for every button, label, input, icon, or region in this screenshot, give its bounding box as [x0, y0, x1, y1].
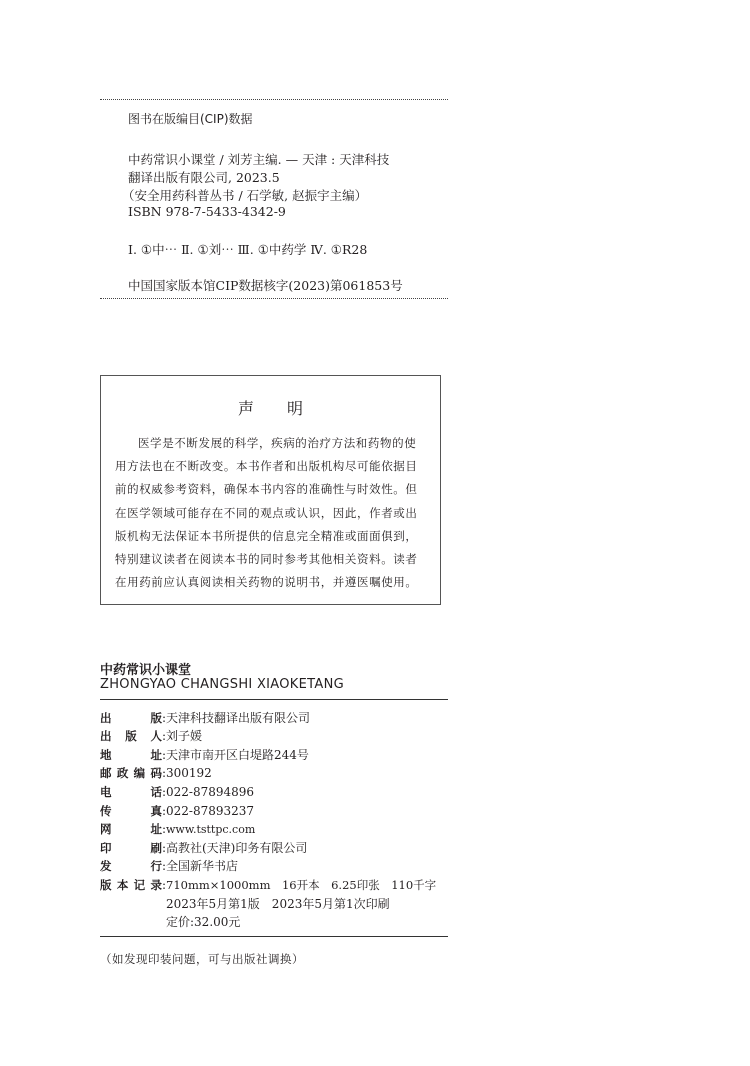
- imprint-row-address: 地址:天津市南开区白堤路244号: [100, 748, 309, 762]
- imprint-top-divider: [100, 699, 448, 700]
- imprint-row-phone: 电话:022-87894896: [100, 785, 255, 799]
- imprint-value: 022-87893237: [166, 804, 255, 818]
- imprint-value: 天津科技翻译出版有限公司: [166, 711, 311, 725]
- footnote: （如发现印装问题，可与出版社调换）: [100, 952, 304, 966]
- imprint-value: 全国新华书店: [166, 859, 239, 873]
- cip-bottom-divider: [100, 298, 448, 299]
- notice-box: [100, 375, 441, 605]
- imprint-value: 300192: [166, 766, 212, 780]
- imprint-label: 出版人: [100, 729, 162, 743]
- cip-check-number: 中国国家版本馆CIP数据核字(2023)第061853号: [128, 278, 403, 293]
- imprint-label: 版本记录: [100, 878, 162, 892]
- imprint-row-website: 网址:www.tsttpc.com: [100, 820, 255, 838]
- imprint-label: 印刷: [100, 841, 162, 855]
- cip-line-2: 翻译出版有限公司, 2023.5: [128, 170, 280, 185]
- cip-isbn: ISBN 978-7-5433-4342-9: [128, 204, 286, 219]
- cip-line-3: （安全用药科普丛书 / 石学敏, 赵振宇主编）: [122, 188, 368, 203]
- imprint-value: 022-87894896: [166, 785, 255, 799]
- imprint-row-printer: 印刷:高教社(天津)印务有限公司: [100, 841, 308, 855]
- imprint-row-fax: 传真:022-87893237: [100, 804, 255, 818]
- imprint-row-distributor: 发行:全国新华书店: [100, 859, 239, 873]
- imprint-value: 高教社(天津)印务有限公司: [166, 841, 308, 855]
- notice-body: 医学是不断发展的科学，疾病的治疗方法和药物的使用方法也在不断改变。本书作者和出版机构尽可能依据目前的权威参考资料，确保本书内容的准确性与时效性。但在医学领域可能存在不同的观点或认识，因此，作者或出版机构无法保证本书所提供的信息完全精准或面面俱到，特别建议读者在阅读本书的同时参考其他相关资料。读者在用药前应认真阅读相关药物的说明书，并遵医嘱使用。: [115, 436, 418, 590]
- imprint-row-publisher: 出版:天津科技翻译出版有限公司: [100, 711, 311, 725]
- cip-line-1: 中药常识小课堂 / 刘芳主编. — 天津 : 天津科技: [128, 152, 390, 167]
- imprint-price: 定价:32.00元: [166, 915, 241, 929]
- imprint-label: 网址: [100, 822, 162, 836]
- book-title: 中药常识小课堂: [100, 663, 192, 678]
- cip-classification: Ⅰ. ①中⋯ Ⅱ. ①刘⋯ Ⅲ. ①中药学 Ⅳ. ①R28: [128, 242, 368, 257]
- imprint-bottom-divider: [100, 936, 448, 937]
- imprint-value: 天津市南开区白堤路244号: [166, 748, 309, 762]
- imprint-value: 刘子媛: [166, 729, 203, 743]
- imprint-label: 电话: [100, 785, 162, 799]
- imprint-website-link[interactable]: www.tsttpc.com: [166, 823, 256, 836]
- imprint-label: 出版: [100, 711, 162, 725]
- imprint-row-postcode: 邮政编码:300192: [100, 766, 212, 780]
- imprint-value: 710mm×1000mm 16开本 6.25印张 110千字: [166, 878, 437, 892]
- book-pinyin: ZHONGYAO CHANGSHI XIAOKETANG: [100, 677, 344, 692]
- cip-heading: 图书在版编目(CIP)数据: [128, 112, 253, 126]
- imprint-edition: 2023年5月第1版 2023年5月第1次印刷: [166, 897, 390, 911]
- imprint-row-edition-record: 版本记录:710mm×1000mm 16开本 6.25印张 110千字: [100, 878, 437, 892]
- imprint-label: 地址: [100, 748, 162, 762]
- imprint-label: 邮政编码: [100, 766, 162, 780]
- imprint-label: 发行: [100, 859, 162, 873]
- imprint-label: 传真: [100, 804, 162, 818]
- notice-title: 声 明: [237, 399, 318, 418]
- imprint-row-publisher-person: 出版人:刘子媛: [100, 729, 203, 743]
- cip-top-divider: [100, 99, 448, 100]
